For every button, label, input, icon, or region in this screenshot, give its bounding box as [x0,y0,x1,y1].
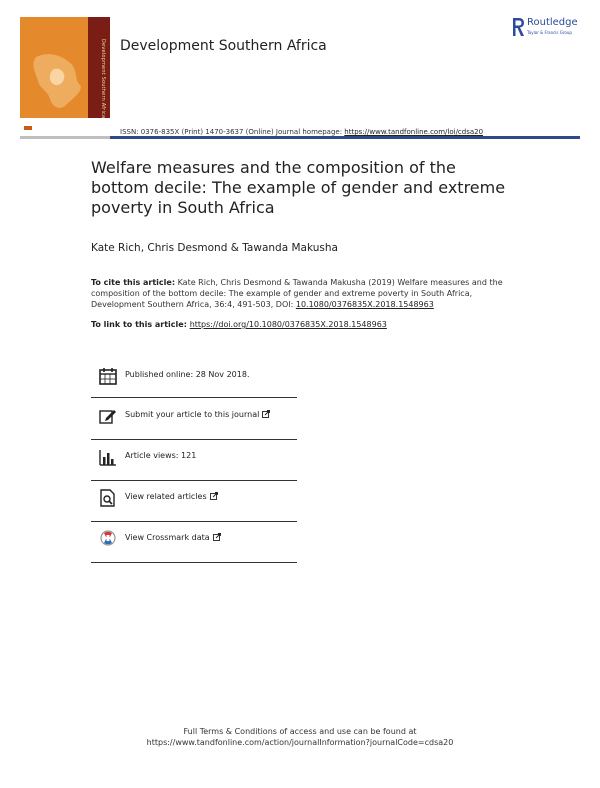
issn-line [120,128,483,136]
crossmark-link[interactable]: View Crossmark data [125,533,210,542]
views-row [91,439,297,479]
bar-chart-icon [98,447,118,467]
published-date: Published online: 28 Nov 2018. [125,370,250,379]
external-link-icon [210,492,218,500]
external-link-icon [213,533,221,541]
routledge-r-icon [511,16,525,38]
citation-text: Kate Rich, Chris Desmond & Tawanda Makusha (2019) Welfare measures and the composition of the bottom decile: The example of gender and extreme poverty in South Africa, Development Southern Africa, 36:4, 491-503, DOI: [91,278,503,309]
row-divider [91,562,297,563]
related-articles-icon [98,488,118,508]
cover-spine-title: Development Southern Africa [100,39,106,119]
calendar-icon [98,366,118,386]
article-doi-link[interactable]: https://doi.org/10.1080/0376835X.2018.1548963 [189,320,387,329]
article-views: Article views: 121 [125,451,197,460]
cover-base [20,118,110,134]
publisher-tagline: Taylor & Francis Group [527,30,572,35]
map-graphic [26,49,96,113]
article-title: Welfare measures and the composition of the bottom decile: The example of gender and extreme poverty in South Africa [91,158,506,217]
journal-title: Development Southern Africa [120,38,327,54]
issn-text: ISSN: 0376-835X (Print) 1470-3637 (Online) Journal homepage: [120,128,345,136]
submit-article-link[interactable]: Submit your article to this journal [125,410,260,419]
published-row [91,358,297,398]
related-articles-link[interactable]: View related articles [125,492,207,501]
submit-row[interactable] [91,398,297,438]
citation-block [91,277,516,310]
routledge-logo [511,16,591,40]
citation-doi-link[interactable]: 10.1080/0376835X.2018.1548963 [295,300,434,309]
header-rule-blue [110,136,580,139]
related-row[interactable] [91,480,297,520]
external-link-icon [262,410,270,418]
footer-journal-info-link[interactable]: https://www.tandfonline.com/action/journalInformation?journalCode=cdsa20 [146,738,454,747]
crossmark-row[interactable] [91,521,297,561]
edit-icon [98,406,118,426]
citation-label: To cite this article: [91,278,176,287]
publisher-name: Routledge [527,17,578,28]
footer [0,726,600,748]
cover-publisher-mark [24,126,32,130]
footer-terms: Full Terms & Conditions of access and use can be found at [183,727,417,736]
header-rule-gray [20,136,110,139]
link-label: To link to this article: [91,320,190,329]
article-authors: Kate Rich, Chris Desmond & Tawanda Makusha [91,242,338,254]
crossmark-icon [98,529,118,549]
article-link-block [91,320,387,329]
journal-homepage-link[interactable]: https://www.tandfonline.com/loi/cdsa20 [344,128,484,136]
cover-spine [88,17,110,134]
journal-cover [20,17,110,134]
